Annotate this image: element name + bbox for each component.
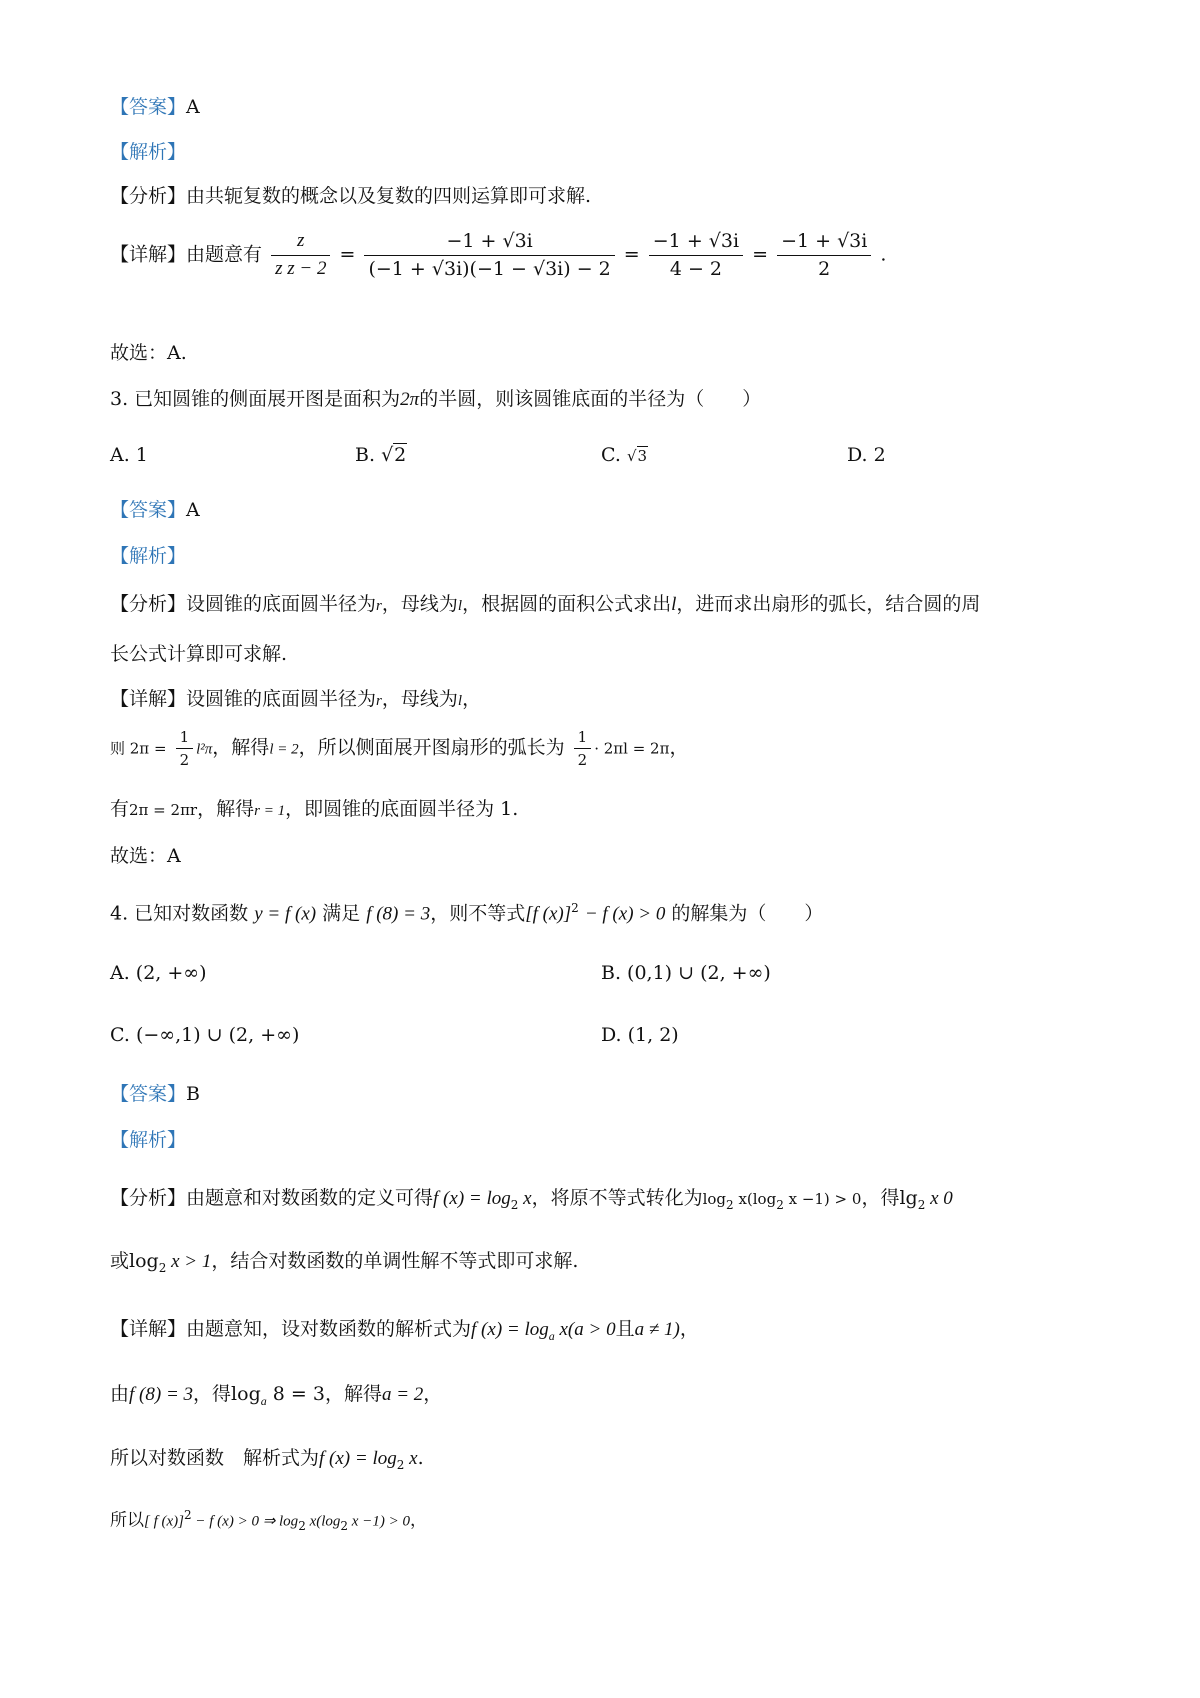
guxuan-line-1 xyxy=(110,342,187,365)
half-fraction-1 xyxy=(176,728,194,769)
q4-xj4-sup: 2 xyxy=(184,1508,192,1522)
q4-fenxi-b: f (x) = log xyxy=(433,1188,511,1209)
half-num: 1 xyxy=(574,728,592,749)
q4-stem-c: 满足 xyxy=(322,902,361,925)
q3-option-c-value: 3 xyxy=(637,447,648,465)
q4-xj2-c: ，得 xyxy=(193,1383,232,1405)
q3-fenxi-1c: ，根据圆的面积公式求出 xyxy=(462,593,672,615)
q3-xiangjie-line-2 xyxy=(110,728,688,769)
fenxi-line-1 xyxy=(110,185,591,208)
q4-fenxi-b2: x xyxy=(518,1188,532,1209)
q4-xj2-d2: 8 = 3 xyxy=(266,1383,325,1405)
jiexi-tag: 【解析】 xyxy=(110,545,187,567)
q3-option-c-label: C. xyxy=(601,444,621,466)
answer-tag: 【答案】 xyxy=(110,1083,187,1105)
fraction-1-den: z z − 2 xyxy=(275,257,327,279)
q4-stem-f: [f (x)] xyxy=(525,903,572,925)
q4-stem-e: ，则不等式 xyxy=(430,902,526,925)
jiexi-line-3 xyxy=(110,545,186,568)
q4-fenxi2-a: 或 xyxy=(110,1250,130,1272)
fraction-2 xyxy=(364,230,614,281)
q4-stem-sup: 2 xyxy=(571,901,579,915)
q4-fenxi2-b: log xyxy=(129,1250,159,1272)
q3-option-a-text: A. 1 xyxy=(110,444,148,466)
fraction-3-num: −1 + √3i xyxy=(649,230,743,256)
equals-1: = xyxy=(339,243,356,266)
xiangjie-tag: 【详解】 xyxy=(110,1318,187,1340)
fraction-2-den: (−1 + √3i)(−1 − √3i) − 2 xyxy=(368,257,611,280)
q4-stem xyxy=(110,901,823,926)
answer-tag: 【答案】 xyxy=(110,96,187,118)
q4-fenxi-b-sub: 2 xyxy=(510,1197,519,1212)
q4-xj2-d-sub: a xyxy=(260,1393,267,1408)
fenxi-tag: 【分析】 xyxy=(110,1187,187,1209)
q4-xj2-b: f (8) = 3 xyxy=(129,1384,194,1405)
q4-xj4-e: x −1) > 0 xyxy=(348,1513,410,1530)
q4-xj4-sub2: 2 xyxy=(340,1519,349,1534)
answer-value: A xyxy=(186,499,200,521)
q3-xj3e: ，即圆锥的底面圆半径为 1. xyxy=(285,798,519,820)
q4-xj1-b: f (x) = log xyxy=(471,1319,549,1340)
q4-xj4-b: [ f (x)] xyxy=(144,1513,184,1530)
q4-xj1-c: 且 xyxy=(615,1318,635,1340)
fenxi-text: 由共轭复数的概念以及复数的四则运算即可求解. xyxy=(186,185,592,207)
q4-option-a-text: A. (2, +∞) xyxy=(110,962,207,984)
xiangjie-tag: 【详解】 xyxy=(110,688,187,710)
q4-xj3-c: . xyxy=(417,1447,424,1469)
fraction-3-den: 4 − 2 xyxy=(669,257,722,280)
q3-xj2c: ，解得 xyxy=(212,736,270,759)
q4-xiangjie-line-4 xyxy=(110,1508,427,1533)
q4-xj2-f: a = 2 xyxy=(381,1384,424,1405)
q4-xj1-e: ， xyxy=(679,1318,699,1340)
q3-stem-tail: 的半圆，则该圆锥底面的半径为（ ） xyxy=(419,388,762,410)
q3-xj2b: l²π xyxy=(196,741,213,758)
q4-xj3-b: f (x) = log xyxy=(319,1448,397,1469)
q3-fenxi-1d: ，进而求出扇形的弧长，结合圆的周 xyxy=(676,593,981,615)
q4-option-a xyxy=(110,962,207,984)
sqrt-icon: √ xyxy=(381,444,394,466)
q4-option-c-text: C. (−∞,1) ∪ (2, +∞) xyxy=(110,1024,300,1046)
q4-option-d-text: D. (1, 2) xyxy=(601,1024,679,1046)
q4-stem-g: − f (x) > 0 xyxy=(584,903,666,925)
q4-xiangjie-line-3 xyxy=(110,1447,424,1472)
q4-fenxi2-b-sub: 2 xyxy=(158,1260,167,1275)
q4-option-b xyxy=(601,962,771,984)
jiexi-tag: 【解析】 xyxy=(110,1129,187,1151)
q4-fenxi-line-2 xyxy=(110,1250,578,1275)
q4-xj2-e: ，解得 xyxy=(324,1383,382,1405)
q3-xj3b: 2π = 2πr xyxy=(129,801,198,819)
fraction-3 xyxy=(649,230,743,281)
q4-xj3-a: 所以对数函数 解析式为 xyxy=(110,1447,320,1469)
q3-xj1a: 设圆锥的底面圆半径为 xyxy=(186,688,377,710)
answer-line-4 xyxy=(110,1083,200,1106)
q4-fenxi-e: ，得 xyxy=(861,1187,900,1209)
q4-xj3-b-sub: 2 xyxy=(396,1457,405,1472)
q3-stem-text: 3. 已知圆锥的侧面展开图是面积为 xyxy=(110,388,401,410)
guxuan-line-3 xyxy=(110,845,181,868)
q4-xj4-f: ， xyxy=(409,1510,427,1531)
q4-option-c xyxy=(110,1024,299,1046)
answer-tag: 【答案】 xyxy=(110,499,187,521)
xiangjie-line-1 xyxy=(110,230,886,281)
q3-stem xyxy=(110,388,761,412)
q4-xj4-d: x(log xyxy=(305,1513,341,1530)
q3-xj1b: ，母线为 xyxy=(381,688,458,710)
q4-fenxi-line-1 xyxy=(110,1187,953,1212)
q4-xj3-b2: x xyxy=(404,1448,418,1469)
q4-xj4-c: − f (x) > 0 ⇒ log xyxy=(191,1513,299,1530)
xiangjie-tag: 【详解】 xyxy=(110,243,187,266)
q4-xj4-sub: 2 xyxy=(298,1519,306,1534)
fraction-1-num: z xyxy=(271,230,330,256)
fraction-4-den: 2 xyxy=(818,257,831,280)
q4-stem-d: f (8) = 3 xyxy=(366,903,431,925)
q4-xj1-b2: x(a > 0 xyxy=(554,1319,616,1340)
fraction-1 xyxy=(271,230,330,281)
q3-option-b-label: B. xyxy=(355,444,376,466)
q4-option-b-text: B. (0,1) ∪ (2, +∞) xyxy=(601,962,771,984)
xiangjie-lead: 由题意有 xyxy=(186,243,263,266)
fenxi-tag: 【分析】 xyxy=(110,185,187,207)
q3-xj2f: · 2πl = 2π xyxy=(594,739,670,758)
q4-xj1-d: a ≠ 1) xyxy=(634,1319,680,1340)
fraction-4-num: −1 + √3i xyxy=(777,230,871,256)
q4-fenxi-d: log xyxy=(702,1190,727,1208)
q3-xj2a: 则 2π = xyxy=(110,739,167,758)
fenxi-tag: 【分析】 xyxy=(110,593,187,615)
half-den: 2 xyxy=(577,751,588,769)
jiexi-line-4 xyxy=(110,1129,186,1152)
answer-line-1 xyxy=(110,96,200,119)
q3-xj3a: 有 xyxy=(110,798,130,820)
fraction-4 xyxy=(777,230,871,281)
q4-fenxi-a: 由题意和对数函数的定义可得 xyxy=(186,1187,434,1209)
q4-xj2-a: 由 xyxy=(110,1383,130,1405)
q3-fenxi-1a: 设圆锥的底面圆半径为 xyxy=(186,593,377,615)
q4-stem-h: 的解集为（ ） xyxy=(671,902,824,925)
half-den: 2 xyxy=(179,751,190,769)
q4-xj2-g: ， xyxy=(423,1383,443,1405)
q4-fenxi-f-sub: 2 xyxy=(917,1197,926,1212)
answer-line-3 xyxy=(110,499,200,522)
half-fraction-2 xyxy=(574,728,592,769)
var-l: l xyxy=(457,598,463,614)
q3-option-b xyxy=(355,444,407,466)
sqrt-icon: √ xyxy=(626,447,637,465)
q4-xiangjie-line-1 xyxy=(110,1318,699,1343)
q4-stem-a: 4. 已知对数函数 xyxy=(110,902,249,925)
q3-xj2d: l = 2 xyxy=(269,741,299,758)
q3-stem-math: 2π xyxy=(400,389,420,410)
q3-option-c xyxy=(601,444,648,466)
equals-3: = xyxy=(752,243,769,266)
q4-xj1-b-sub: a xyxy=(548,1328,555,1343)
q4-xiangjie-line-2 xyxy=(110,1383,442,1408)
guxuan-text: 故选：A. xyxy=(110,342,187,364)
q3-xj3d: r = 1 xyxy=(254,803,286,819)
q3-xiangjie-line-3 xyxy=(110,798,518,821)
q3-option-b-value: 2 xyxy=(394,444,407,466)
q3-xj2e: ，所以侧面展开图扇形的弧长为 xyxy=(298,736,565,759)
q3-option-d-text: D. 2 xyxy=(847,444,886,466)
jiexi-line-1 xyxy=(110,141,186,164)
q3-xj3c: ，解得 xyxy=(197,798,255,820)
q3-xj1c: ， xyxy=(462,688,482,710)
q4-option-d xyxy=(601,1024,679,1046)
answer-value: B xyxy=(186,1083,200,1105)
q3-xj2g: ， xyxy=(669,736,689,759)
q4-fenxi2-b2: x > 1 xyxy=(166,1251,212,1272)
q4-fenxi-c: ，将原不等式转化为 xyxy=(531,1187,703,1209)
q3-option-d xyxy=(847,444,886,466)
q4-fenxi-f: lg xyxy=(899,1187,918,1209)
fraction-2-num: −1 + √3i xyxy=(364,230,614,256)
var-l: l xyxy=(457,693,463,709)
q3-option-a xyxy=(110,444,148,466)
var-r: r xyxy=(376,693,382,709)
q4-fenxi-d-sub2: 2 xyxy=(776,1197,784,1212)
q4-fenxi-d2: x(log xyxy=(733,1190,777,1208)
var-l: l xyxy=(671,594,677,615)
q4-fenxi2-c: ，结合对数函数的单调性解不等式即可求解. xyxy=(211,1250,579,1272)
q3-fenxi-2: 长公式计算即可求解. xyxy=(110,643,288,665)
half-num: 1 xyxy=(176,728,194,749)
answer-value: A xyxy=(186,96,200,118)
jiexi-tag: 【解析】 xyxy=(110,141,187,163)
q4-xj1-a: 由题意知，设对数函数的解析式为 xyxy=(186,1318,472,1340)
q3-fenxi-line-2 xyxy=(110,643,287,666)
q3-fenxi-line-1 xyxy=(110,593,980,617)
q4-xj2-d: log xyxy=(231,1383,261,1405)
guxuan-text: 故选：A xyxy=(110,845,181,867)
var-r: r xyxy=(376,598,382,614)
q4-fenxi-d3: x −1) > 0 xyxy=(783,1190,862,1208)
q3-xiangjie-line-1 xyxy=(110,688,481,711)
equals-2: = xyxy=(623,243,640,266)
q4-fenxi-d-sub: 2 xyxy=(726,1197,734,1212)
expr-end: . xyxy=(880,243,887,266)
q4-stem-b: y = f (x) xyxy=(254,903,317,925)
q4-fenxi-f2: x 0 xyxy=(925,1188,953,1209)
q4-xj4-a: 所以 xyxy=(110,1510,144,1531)
q3-fenxi-1b: ，母线为 xyxy=(381,593,458,615)
